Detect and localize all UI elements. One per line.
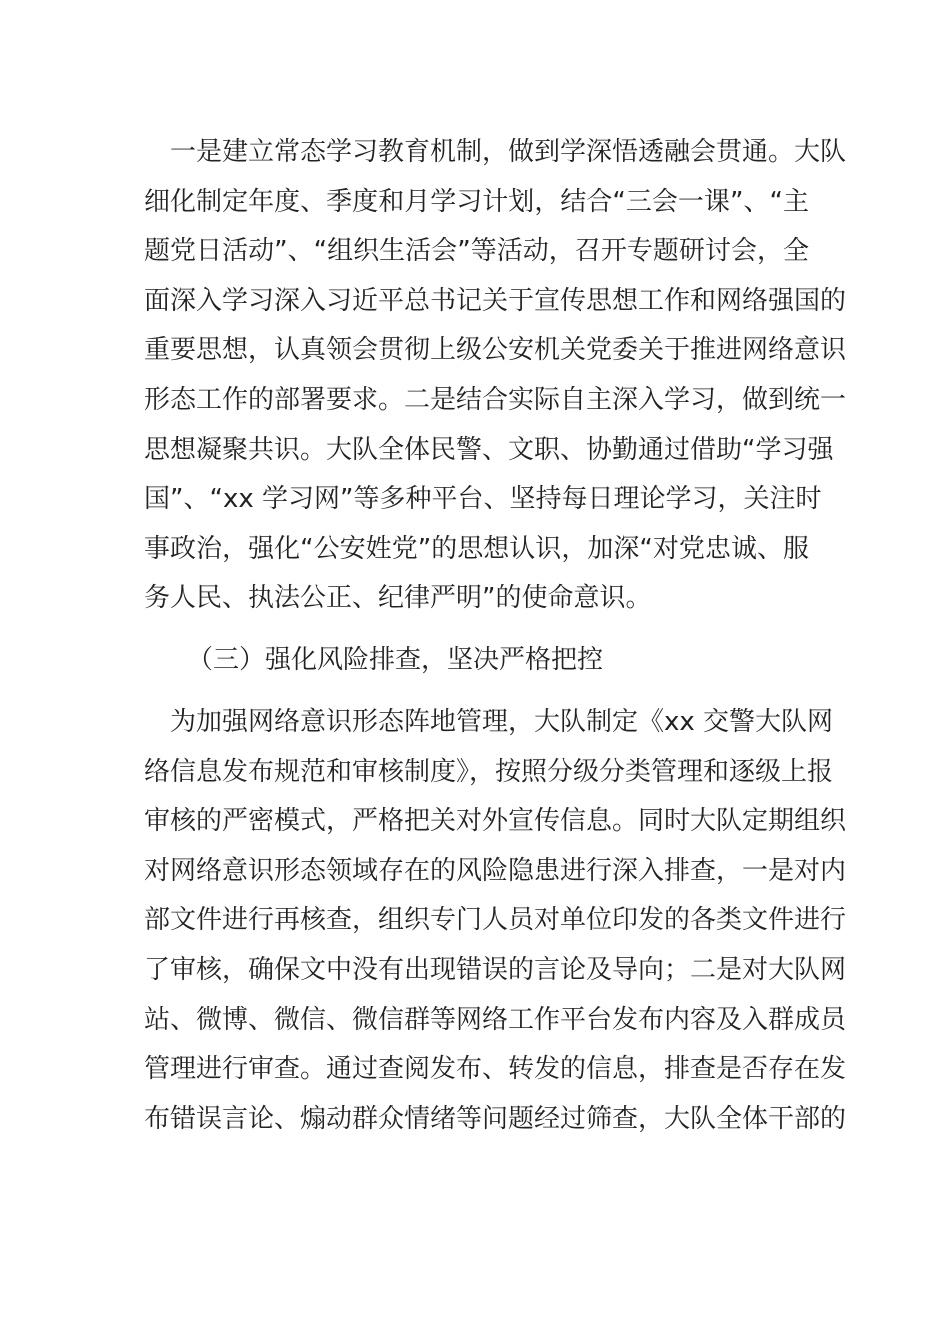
paragraph-risk-screening [144,698,847,1144]
paragraph-line: 事政治，强化“公安姓党”的思想认识，加深“对党忠诚、服 [144,533,809,564]
paragraph-line: 管理进行审查。通过查阅发布、转发的信息，排查是否存在发 [144,1054,847,1085]
paragraph-line: 细化制定年度、季度和月学习计划，结合“三会一课”、“主 [144,186,809,217]
paragraph-line: 形态工作的部署要求。二是结合实际自主深入学习，做到统一 [144,384,847,415]
paragraph-line: 审核的严密模式，严格把关对外宣传信息。同时大队定期组织 [144,806,847,837]
paragraph-line: 部文件进行再核查，组织专门人员对单位印发的各类文件进行 [144,905,847,936]
paragraph-line: 站、微博、微信、微信群等网络工作平台发布内容及入群成员 [144,1004,847,1035]
paragraph-line: 布错误言论、煽动群众情绪等问题经过筛查，大队全体干部的 [144,1103,847,1134]
paragraph-line: 了审核，确保文中没有出现错误的言论及导向；二是对大队网 [144,954,847,985]
paragraph-line: 络信息发布规范和审核制度》，按照分级分类管理和逐级上报 [144,756,834,787]
paragraph-study-mechanism [144,128,847,624]
paragraph-line: 国”、“xx 学习网”等多种平台、坚持每日理论学习，关注时 [144,484,822,515]
paragraph-line: 务人民、执法公正、纪律严明”的使命意识。 [144,583,652,614]
paragraph-line: 题党日活动”、“组织生活会”等活动，召开专题研讨会，全 [144,236,809,267]
paragraph-line: 为加强网络意识形态阵地管理，大队制定《xx 交警大队网 [144,707,834,737]
section-heading: （三）强化风险排查，坚决严格把控 [187,645,604,675]
paragraph-line: 面深入学习深入习近平总书记关于宣传思想工作和网络强国的 [144,285,847,316]
paragraph-line: 重要思想，认真领会贯彻上级公安机关党委关于推进网络意识 [144,335,847,366]
paragraph-line: 一是建立常态学习教育机制，做到学深悟透融会贯通。大队 [144,137,847,167]
paragraph-line: 对网络意识形态领域存在的风险隐患进行深入排查，一是对内 [144,855,847,886]
paragraph-line: 思想凝聚共识。大队全体民警、文职、协勤通过借助“学习强 [144,434,834,465]
